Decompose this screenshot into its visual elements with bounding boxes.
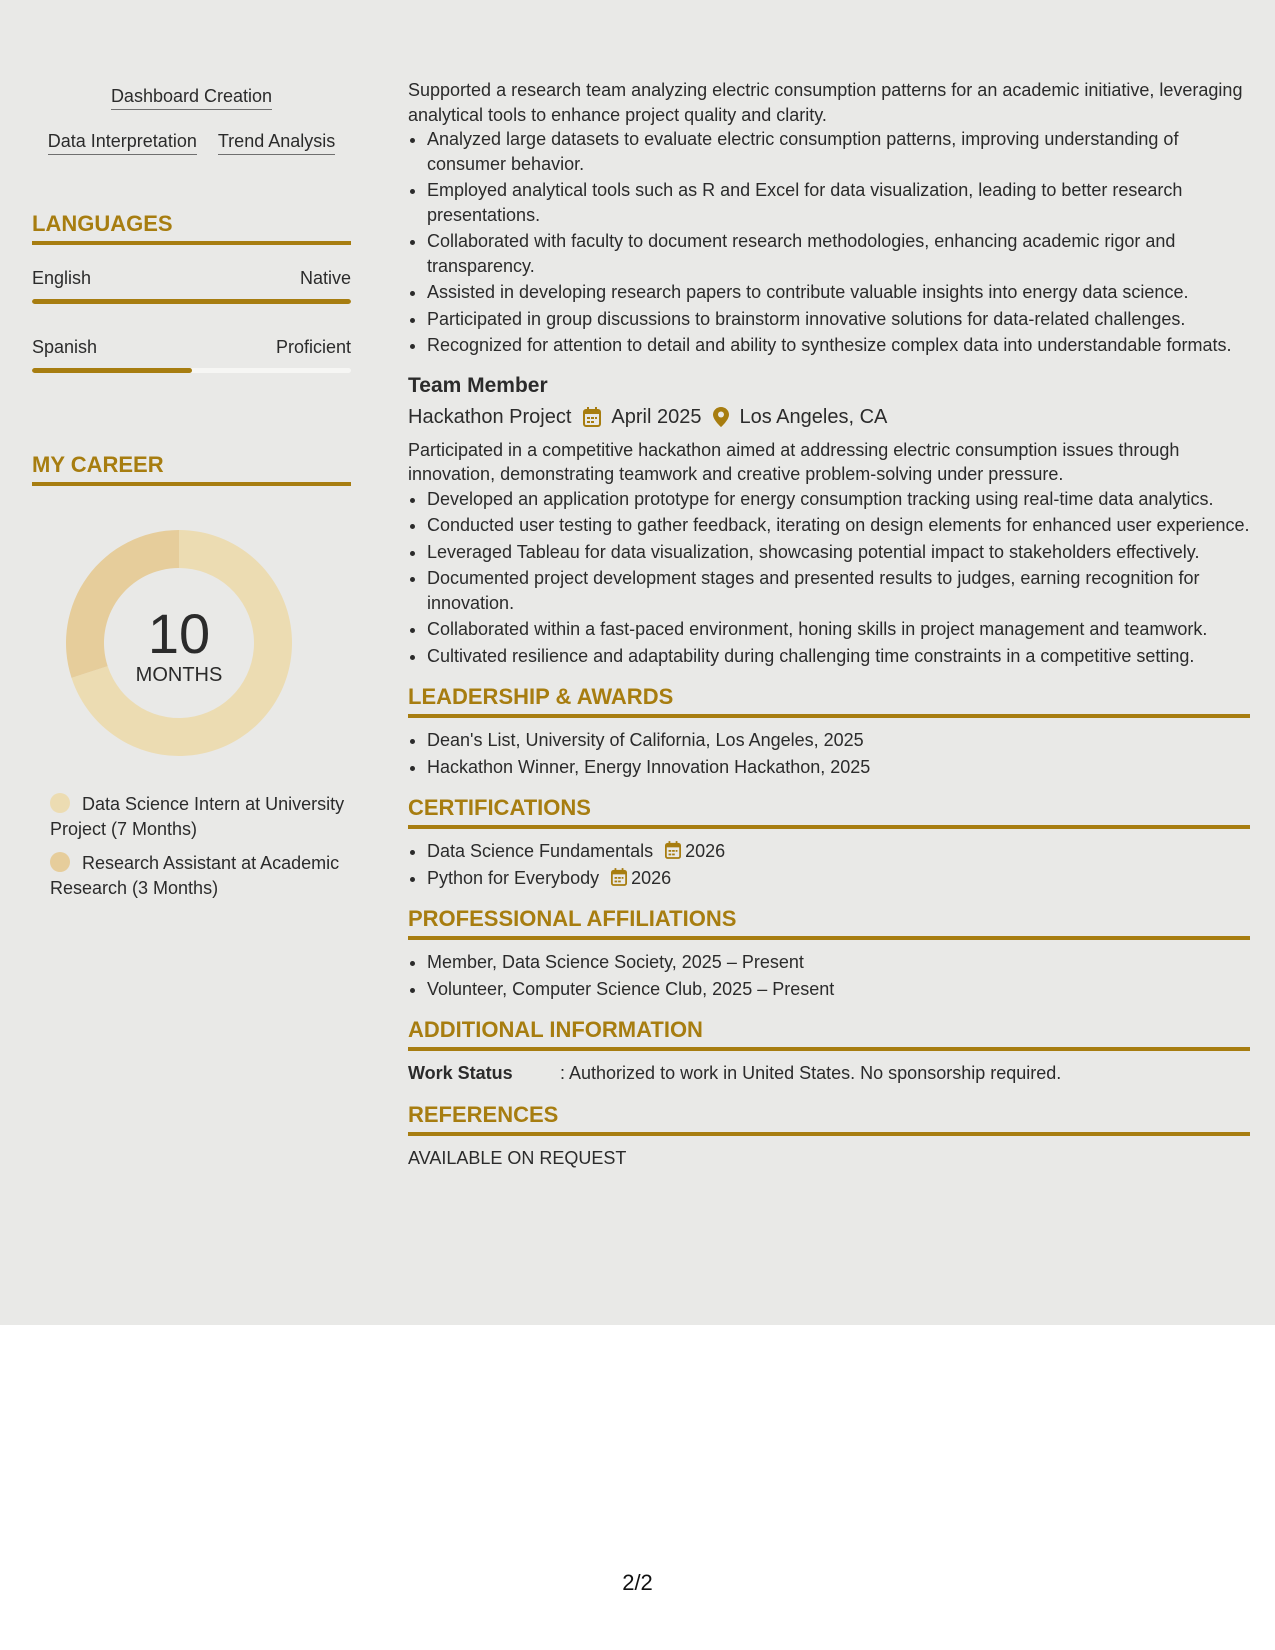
career-total-months: 10: [147, 602, 211, 665]
languages-divider: [32, 241, 351, 245]
references-text: AVAILABLE ON REQUEST: [408, 1147, 627, 1168]
job-org: Hackathon Project: [408, 405, 572, 428]
legend-label: Research Assistant at Academic Research (3 Months): [50, 853, 340, 898]
references-heading: REFERENCES: [408, 1101, 559, 1127]
main-column: [408, 78, 1250, 1170]
certifications-list: [408, 839, 1250, 890]
leadership-heading: LEADERSHIP & AWARDS: [408, 684, 674, 709]
calendar-icon: [665, 841, 681, 859]
page-number: 2/2: [622, 1570, 653, 1595]
list-item: [427, 866, 1250, 891]
list-item: • Documented project development stages and presented results to judges, earning recognition for innovation.: [427, 566, 1250, 615]
career-heading: MY CAREER: [32, 452, 164, 477]
list-item: • Dean's List, University of California, Los Angeles, 2025: [427, 728, 1250, 753]
language-bar-english: [32, 299, 351, 304]
job-title: Team Member: [408, 373, 548, 397]
section-divider: [408, 825, 1250, 829]
list-item: • Hackathon Winner, Energy Innovation Hackathon, 2025: [427, 755, 1250, 780]
affiliations-list: [408, 950, 1250, 1001]
list-item: • Recognized for attention to detail and ability to synthesize complex data into understandable formats.: [427, 333, 1250, 358]
list-item: [427, 839, 1250, 864]
section-divider: [408, 1132, 1250, 1136]
list-item: • Participated in group discussions to brainstorm innovative solutions for data-related challenges.: [427, 307, 1250, 332]
job-date: April 2025: [611, 405, 702, 428]
language-row-spanish: [32, 337, 351, 358]
legend-item: [50, 851, 350, 900]
skill-tag: Dashboard Creation: [111, 86, 272, 110]
list-item: • Collaborated within a fast-paced environment, honing skills in project management and teamwork.: [427, 617, 1250, 642]
intro-description: Supported a research team analyzing electric consumption patterns for an academic initiative, leveraging analytical tools to enhance project quality and clarity.: [408, 80, 1243, 125]
legend-dot: [50, 852, 70, 872]
location-pin-icon: [713, 407, 729, 427]
affiliations-heading: PROFESSIONAL AFFILIATIONS: [408, 906, 737, 931]
work-status-value: : Authorized to work in United States. No sponsorship required.: [560, 1063, 1062, 1083]
list-item: • Developed an application prototype for energy consumption tracking using real-time data analytics.: [427, 487, 1250, 512]
job-description: Participated in a competitive hackathon aimed at addressing electric consumption issues through innovation, demonstrating teamwork and creative problem-solving under pressure.: [408, 439, 1180, 484]
certifications-heading: CERTIFICATIONS: [408, 795, 591, 820]
work-status-row: [408, 1061, 1250, 1086]
intro-bullet-list: [408, 127, 1250, 358]
section-divider: [408, 1047, 1250, 1051]
skill-tag: Data Interpretation: [48, 131, 197, 155]
leadership-list: [408, 728, 1250, 779]
certification-year: 2026: [685, 841, 726, 861]
list-item: • Collaborated with faculty to document research methodologies, enhancing academic rigor and transparency.: [427, 229, 1250, 278]
career-unit-label: MONTHS: [135, 664, 223, 686]
language-name: Spanish: [32, 337, 98, 357]
language-bar-spanish: [32, 368, 351, 373]
section-divider: [408, 714, 1250, 718]
list-item: • Conducted user testing to gather feedback, iterating on design elements for enhanced user experience.: [427, 513, 1250, 538]
legend-label: Data Science Intern at University Project (7 Months): [50, 794, 345, 839]
section-divider: [408, 936, 1250, 940]
career-legend: [50, 792, 350, 910]
work-status-label: Work Status: [408, 1063, 513, 1083]
list-item: • Leveraged Tableau for data visualization, showcasing potential impact to stakeholders effectively.: [427, 540, 1250, 565]
language-bar-fill: [32, 299, 351, 304]
additional-info-heading: ADDITIONAL INFORMATION: [408, 1017, 703, 1042]
career-donut-chart: [66, 530, 292, 756]
calendar-icon: [611, 868, 627, 886]
skills-row-1: [32, 86, 351, 110]
career-divider: [32, 482, 351, 486]
languages-heading: LANGUAGES: [32, 211, 173, 236]
donut-center: [66, 530, 292, 756]
list-item: • Assisted in developing research papers to contribute valuable insights into energy data science.: [427, 280, 1250, 305]
list-item: • Analyzed large datasets to evaluate electric consumption patterns, improving understanding of consumer behavior.: [427, 127, 1250, 176]
list-item: • Employed analytical tools such as R and Excel for data visualization, leading to better research presentations.: [427, 178, 1250, 227]
skill-tag: Trend Analysis: [218, 131, 335, 155]
language-name: English: [32, 268, 92, 288]
list-item: • Volunteer, Computer Science Club, 2025 – Present: [427, 977, 1250, 1002]
skills-row-2: [32, 131, 351, 155]
legend-dot: [50, 793, 70, 813]
job-meta: [408, 402, 1250, 432]
language-level: Native: [299, 268, 351, 288]
language-bar-fill: [32, 368, 192, 373]
certification-year: 2026: [631, 867, 672, 888]
list-item: • Member, Data Science Society, 2025 – Present: [427, 950, 1250, 975]
certification-name: Data Science Fundamentals: [427, 841, 654, 861]
job-location: Los Angeles, CA: [739, 405, 888, 428]
language-row-english: [32, 268, 351, 289]
language-level: Proficient: [275, 337, 351, 357]
calendar-icon: [583, 407, 601, 427]
certification-name: Python for Everybody: [427, 867, 600, 888]
legend-item: [50, 792, 350, 841]
job-bullet-list: [408, 487, 1250, 669]
list-item: • Cultivated resilience and adaptability during challenging time constraints in a competitive setting.: [427, 644, 1250, 669]
